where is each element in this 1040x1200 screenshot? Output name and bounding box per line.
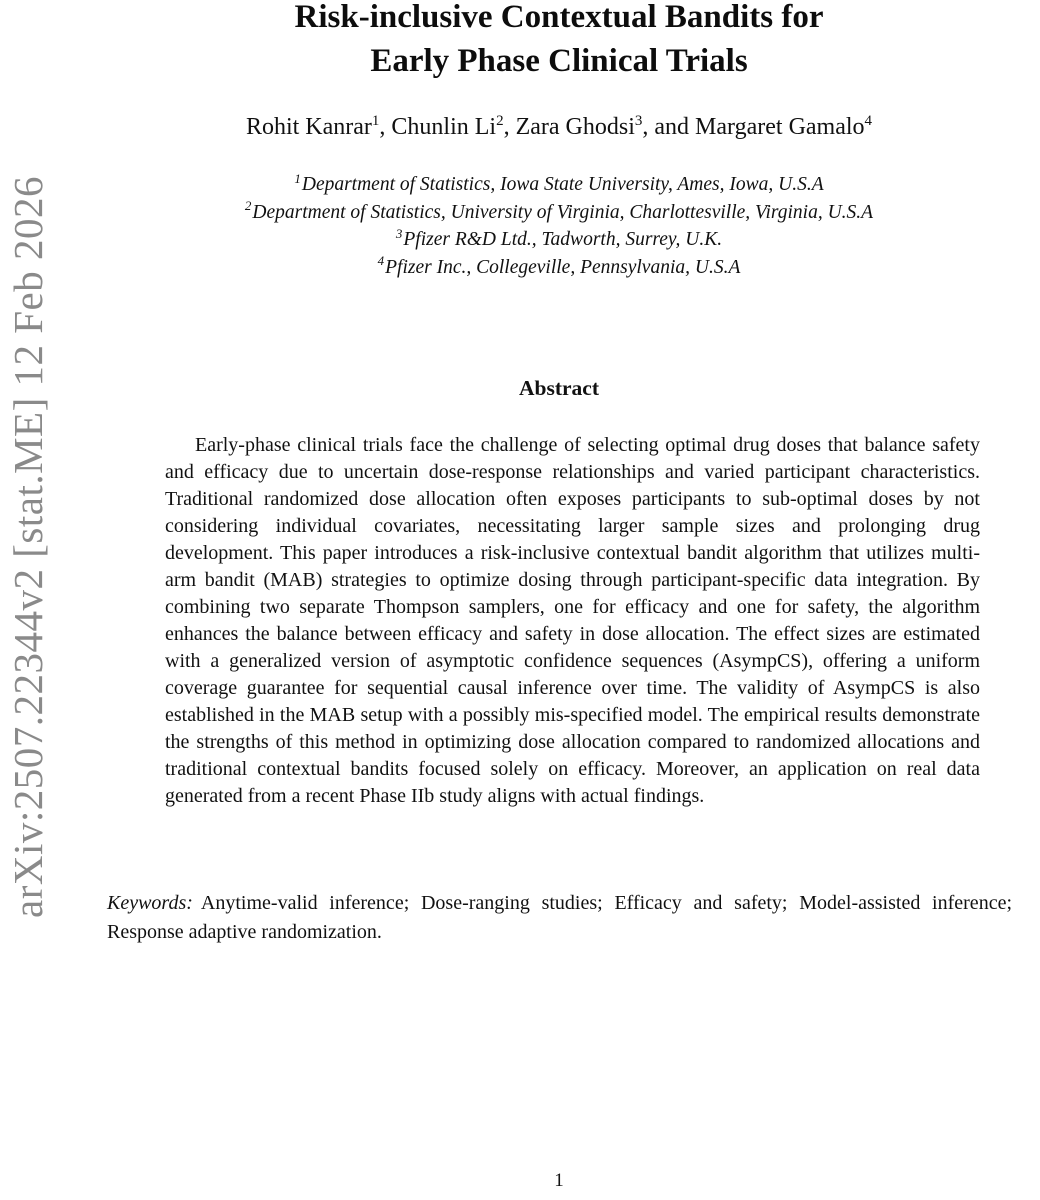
page-number: 1 <box>554 1170 564 1191</box>
affiliation-text: Pfizer R&D Ltd., Tadworth, Surrey, U.K. <box>403 229 723 250</box>
affiliation <box>105 226 1013 254</box>
author-line <box>105 112 1013 142</box>
author-name: Chunlin Li <box>391 114 497 140</box>
affiliation-marker: 1 <box>294 170 301 186</box>
author-name: Zara Ghodsi <box>515 114 635 140</box>
page-column <box>105 0 1013 1200</box>
affiliation-text: Department of Statistics, Iowa State University, Ames, Iowa, U.S.A <box>301 174 824 195</box>
paper-title-line1: Risk-inclusive Contextual Bandits for <box>294 0 824 35</box>
author-affiliation-marker: 1 <box>371 113 380 129</box>
author-affiliation-marker: 4 <box>864 113 873 129</box>
author-name: Rohit Kanrar <box>245 114 372 140</box>
affiliations-block <box>105 171 1013 281</box>
affiliation-marker: 3 <box>395 225 403 241</box>
affiliation-text: Department of Statistics, University of Virginia, Charlottesville, Virginia, U.S.A <box>252 201 874 223</box>
arxiv-stamp: arXiv:2507.22344v2 [stat.ME] 12 Feb 2026 <box>5 176 51 918</box>
keywords-block <box>107 889 1012 947</box>
affiliation-text: Pfizer Inc., Collegeville, Pennsylvania, U.S.A <box>385 256 741 278</box>
paper-title <box>105 0 1013 83</box>
keywords-text: Anytime-valid inference; Dose-ranging studies; Efficacy and safety; Model-assisted inference; Response adaptive randomization. <box>107 892 1012 943</box>
abstract-text: Early-phase clinical trials face the challenge of selecting optimal drug doses that balance safety and efficacy due to uncertain dose-response relationships and varied participant characteristics. Traditional randomized dose allocation often exposes participants to sub-optimal doses by not considering individual covariates, necessitating larger sample sizes and prolonging drug development. This paper introduces a risk-inclusive contextual bandit algorithm that utilizes multi-arm bandit (MAB) strategies to optimize dosing through participant-specific data integration. By combining two separate Thompson samplers, one for efficacy and one for safety, the algorithm enhances the balance between efficacy and safety in dose allocation. The effect sizes are estimated with a generalized version of asymptotic confidence sequences (AsympCS), offering a uniform coverage guarantee for sequential causal inference over time. The validity of AsympCS is also established in the MAB setup with a possibly mis-specified model. The empirical results demonstrate the strengths of this method in optimizing dose allocation compared to randomized allocations and traditional contextual bandits focused solely on efficacy. Moreover, an application on real data generated from a recent Phase IIb study aligns with actual findings. <box>165 434 980 807</box>
affiliation <box>105 171 1013 199</box>
author-affiliation-marker: 3 <box>634 113 643 129</box>
author-affiliation-marker: 2 <box>496 113 504 129</box>
abstract-heading: Abstract <box>518 376 599 400</box>
affiliation <box>105 199 1013 227</box>
author-name: Margaret Gamalo <box>695 114 865 140</box>
affiliation <box>105 254 1013 282</box>
author-separator: , and <box>642 114 696 140</box>
affiliation-marker: 2 <box>244 198 252 213</box>
keywords-label: Keywords: <box>107 892 193 914</box>
author-separator: , <box>379 114 392 140</box>
affiliation-marker: 4 <box>377 253 385 268</box>
paper-title-line2: Early Phase Clinical Trials <box>370 43 748 79</box>
author-separator: , <box>503 114 516 140</box>
